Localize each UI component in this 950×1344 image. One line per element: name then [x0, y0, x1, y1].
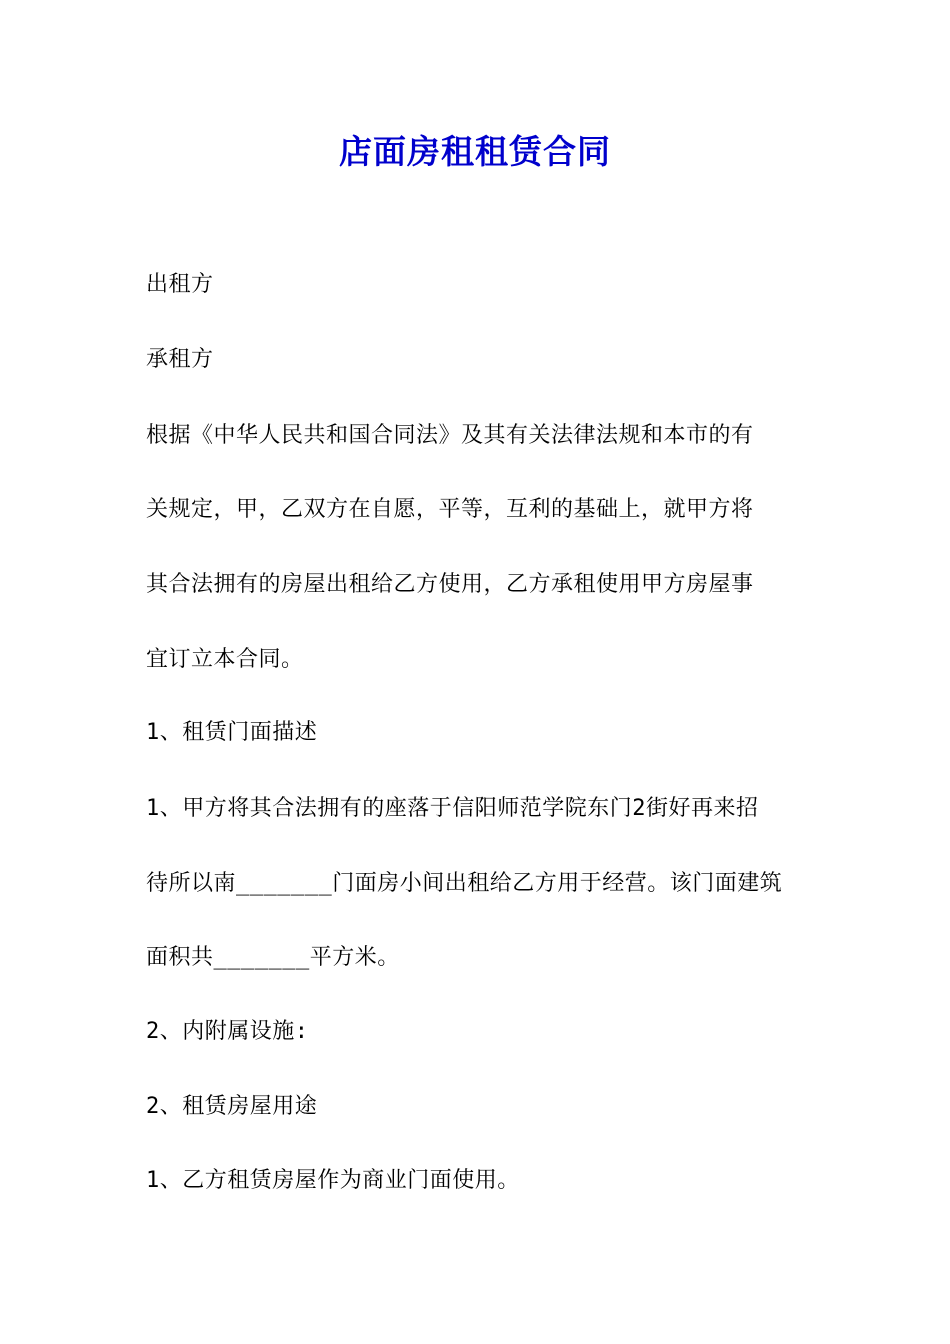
clause-1-1-line-1: 1、甲方将其合法拥有的座落于信阳师范学院东门2街好再来招	[146, 796, 759, 821]
clause-1-1-line-2: 待所以南_______门面房小间出租给乙方用于经营。该门面建筑	[146, 871, 783, 896]
clause-1-2: 2、内附属设施:	[146, 1019, 309, 1044]
lessee-label: 承租方	[146, 347, 214, 372]
section-heading-2: 2、租赁房屋用途	[146, 1094, 318, 1119]
section-heading-1: 1、租赁门面描述	[146, 720, 318, 745]
lessor-label: 出租方	[146, 272, 214, 297]
preamble-line-4: 宜订立本合同。	[146, 647, 304, 672]
preamble-line-1: 根据《中华人民共和国合同法》及其有关法律法规和本市的有	[146, 423, 754, 448]
document-title: 店面房租租赁合同	[339, 132, 611, 171]
preamble-line-2: 关规定，甲，乙双方在自愿，平等，互利的基础上，就甲方将	[146, 497, 754, 522]
clause-2-1: 1、乙方租赁房屋作为商业门面使用。	[146, 1168, 520, 1193]
preamble-line-3: 其合法拥有的房屋出租给乙方使用，乙方承租使用甲方房屋事	[146, 572, 754, 597]
clause-1-1-line-3: 面积共_______平方米。	[146, 945, 400, 970]
